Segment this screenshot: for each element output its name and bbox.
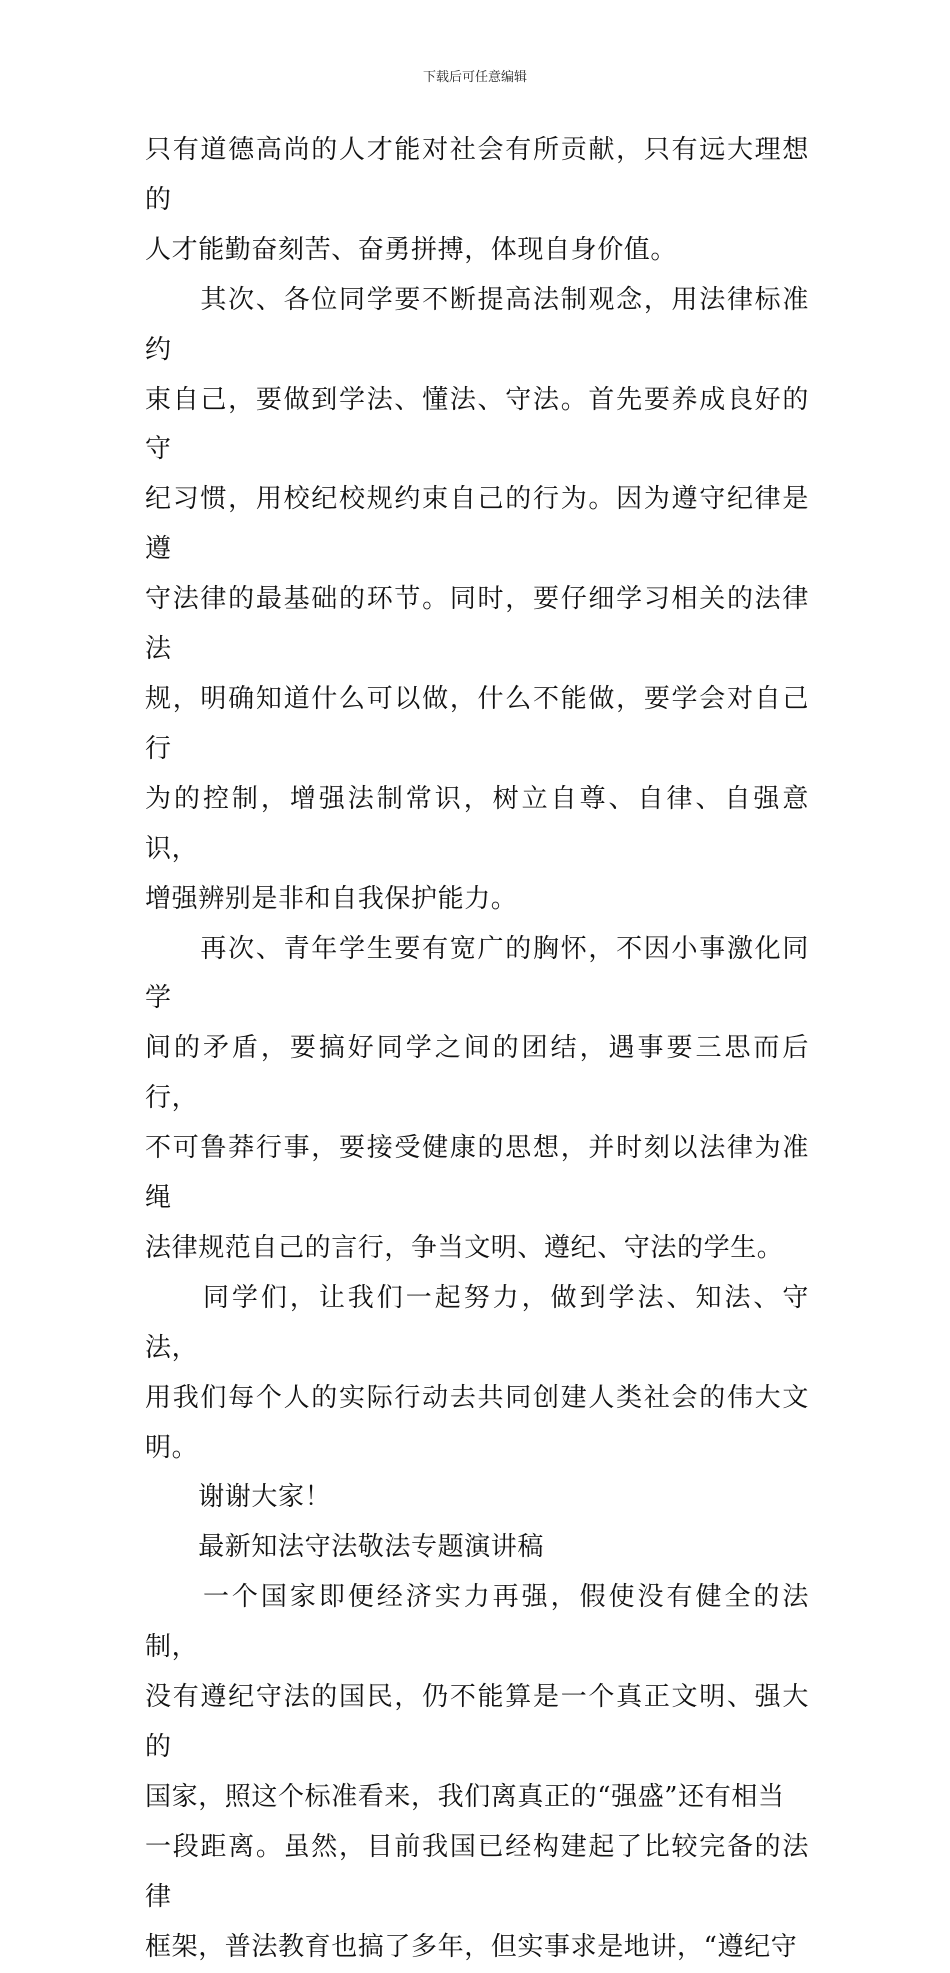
paragraph-2: 其次、各位同学要不断提高法制观念，用法律标准约 束自己，要做到学法、懂法、守法。首先要养成良好的守 纪习惯，用校纪校规约束自己的行为。因为遵守纪律是遵 守法律的最基础的环节。同时，要仔细学习相关的法律法 规，明确知道什么可以做，什么不能做，要学会对自己行 为的控制，增强法制常识，树立自尊、自律、自强意识， 增强辨别是非和自我保护能力。 <box>145 284 809 914</box>
section-title: 最新知法守法敬法专题演讲稿 <box>145 1532 545 1563</box>
document-body <box>145 126 809 1973</box>
paragraph-1: 只有道德高尚的人才能对社会有所贡献，只有远大理想的 人才能勤奋刻苦、奋勇拼搏，体现自身价值。 <box>145 135 809 265</box>
paragraph-4: 同学们，让我们一起努力，做到学法、知法、守法， 用我们每个人的实际行动去共同创建人类社会的伟大文明。 <box>145 1282 809 1463</box>
page-header: 下载后可任意编辑 <box>422 70 527 85</box>
closing-thanks: 谢谢大家！ <box>145 1482 332 1513</box>
paragraph-3: 再次、青年学生要有宽广的胸怀，不因小事激化同学 间的矛盾，要搞好同学之间的团结，遇事要三思而后行， 不可鲁莽行事，要接受健康的思想，并时刻以法律为准绳 法律规范自己的言行，争当文明、遵纪、守法的学生。 <box>145 933 809 1263</box>
paragraph-5: 一个国家即便经济实力再强，假使没有健全的法制， 没有遵纪守法的国民，仍不能算是一个真正文明、强大的 国家，照这个标准看来，我们离真正的“强盛”还有相当 一段距离。虽然，目前我国已经构建起了比较完备的法律 框架，普法教育也搞了多年，但实事求是地讲，“遵纪守 <box>145 1582 809 1962</box>
